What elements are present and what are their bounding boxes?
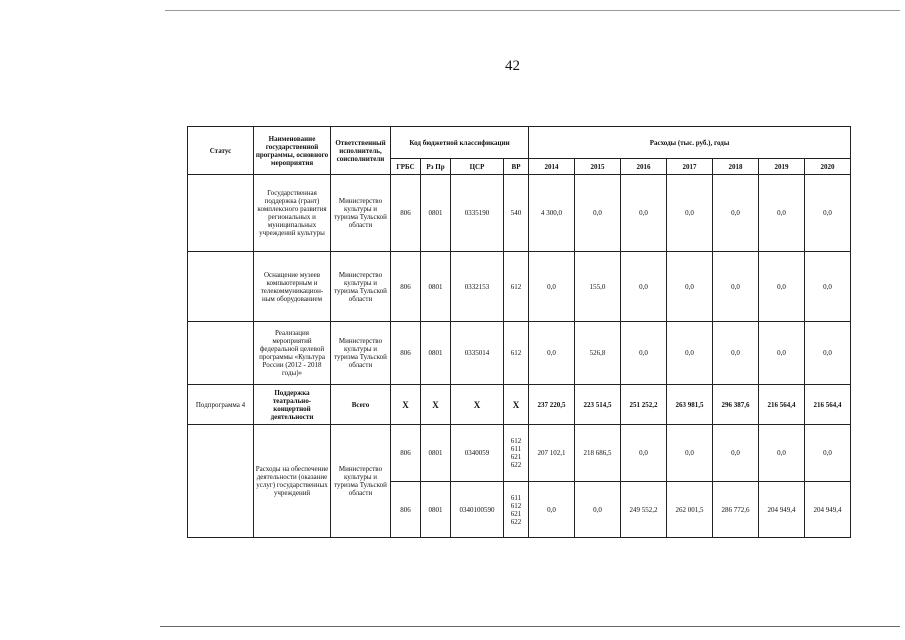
- value-2017: 262 001,5: [667, 482, 713, 538]
- value-2018: 0,0: [713, 175, 759, 252]
- value-2017: 0,0: [667, 425, 713, 482]
- csr-cell: 0340059: [451, 425, 504, 482]
- value-2018: 0,0: [713, 252, 759, 322]
- header-executor: Ответственный исполнитель, соисполнители: [331, 127, 391, 175]
- vr-code: 621: [510, 509, 522, 518]
- value-2018: 0,0: [713, 322, 759, 385]
- header-rzpr: Рз Пр: [421, 159, 451, 175]
- value-2020: 0,0: [805, 252, 851, 322]
- value-2014: 0,0: [529, 482, 575, 538]
- vr-cell: 540: [504, 175, 529, 252]
- value-2020: 0,0: [805, 175, 851, 252]
- value-2017: 0,0: [667, 252, 713, 322]
- value-2019: 0,0: [759, 322, 805, 385]
- rzpr-cell: 0801: [421, 322, 451, 385]
- value-2019: 0,0: [759, 175, 805, 252]
- value-2017: 0,0: [667, 175, 713, 252]
- value-2014: 0,0: [529, 322, 575, 385]
- value-2015: 155,0: [575, 252, 621, 322]
- value-2014: 237 220,5: [529, 385, 575, 425]
- header-year-2014: 2014: [529, 159, 575, 175]
- executor-cell: Всего: [331, 385, 391, 425]
- value-2014: 0,0: [529, 252, 575, 322]
- status-cell: [188, 322, 254, 385]
- vr-code: 622: [510, 517, 522, 526]
- status-cell: [188, 425, 254, 538]
- subprogram-row: [188, 385, 851, 425]
- value-2017: 0,0: [667, 322, 713, 385]
- vr-cell: Х: [504, 385, 529, 425]
- value-2018: 296 387,6: [713, 385, 759, 425]
- executor-cell: Министерство культуры и туризма Тульской области: [331, 252, 391, 322]
- name-cell: Поддержка театрально-концертной деятельности: [254, 385, 331, 425]
- table-row: [188, 175, 851, 252]
- top-rule: [165, 10, 900, 11]
- value-2016: 249 552,2: [621, 482, 667, 538]
- vr-cell: 612: [504, 322, 529, 385]
- value-2016: 0,0: [621, 175, 667, 252]
- header-year-2020: 2020: [805, 159, 851, 175]
- vr-cell: 612: [504, 252, 529, 322]
- csr-cell: 0340100590: [451, 482, 504, 538]
- table-row: [188, 425, 851, 482]
- value-2016: 0,0: [621, 322, 667, 385]
- header-code: Код бюджетной классификации: [391, 127, 529, 159]
- vr-code: 611: [510, 445, 522, 453]
- header-status: Статус: [188, 127, 254, 175]
- executor-cell: Министерство культуры и туризма Тульской области: [331, 425, 391, 538]
- value-2020: 216 564,4: [805, 385, 851, 425]
- value-2019: 0,0: [759, 252, 805, 322]
- csr-cell: 0335014: [451, 322, 504, 385]
- value-2015: 0,0: [575, 175, 621, 252]
- value-2017: 263 981,5: [667, 385, 713, 425]
- csr-cell: 0335190: [451, 175, 504, 252]
- value-2015: 526,8: [575, 322, 621, 385]
- status-cell: [188, 252, 254, 322]
- header-year-2016: 2016: [621, 159, 667, 175]
- value-2019: 0,0: [759, 425, 805, 482]
- header-year-2017: 2017: [667, 159, 713, 175]
- bottom-rule: [160, 626, 900, 627]
- value-2018: 286 772,6: [713, 482, 759, 538]
- value-2014: 4 300,0: [529, 175, 575, 252]
- name-cell: Государственная поддержка (грант) комплексного развития региональных и муниципальных учреждений культуры: [254, 175, 331, 252]
- vr-code: 612: [510, 437, 522, 445]
- name-cell: Оснащение музеев компьютерным и телекоммуникацион-ным оборудованием: [254, 252, 331, 322]
- value-2015: 0,0: [575, 482, 621, 538]
- value-2015: 223 514,5: [575, 385, 621, 425]
- executor-cell: Министерство культуры и туризма Тульской области: [331, 322, 391, 385]
- vr-code: 621: [510, 453, 522, 461]
- header-vr: ВР: [504, 159, 529, 175]
- value-2020: 0,0: [805, 322, 851, 385]
- header-expenses: Расходы (тыс. руб.), годы: [529, 127, 851, 159]
- grbs-cell: Х: [391, 385, 421, 425]
- header-grbs: ГРБС: [391, 159, 421, 175]
- grbs-cell: 806: [391, 482, 421, 538]
- vr-cell: [504, 425, 529, 482]
- status-cell: Подпрограмма 4: [188, 385, 254, 425]
- grbs-cell: 806: [391, 252, 421, 322]
- rzpr-cell: 0801: [421, 425, 451, 482]
- value-2020: 0,0: [805, 425, 851, 482]
- value-2018: 0,0: [713, 425, 759, 482]
- grbs-cell: 806: [391, 425, 421, 482]
- value-2016: 251 252,2: [621, 385, 667, 425]
- rzpr-cell: 0801: [421, 175, 451, 252]
- grbs-cell: 806: [391, 175, 421, 252]
- vr-cell: [504, 482, 529, 538]
- rzpr-cell: 0801: [421, 482, 451, 538]
- value-2016: 0,0: [621, 425, 667, 482]
- value-2015: 218 686,5: [575, 425, 621, 482]
- rzpr-cell: 0801: [421, 252, 451, 322]
- header-name: Наименование государственной программы, основного мероприятия: [254, 127, 331, 175]
- header-year-2018: 2018: [713, 159, 759, 175]
- csr-cell: Х: [451, 385, 504, 425]
- header-csr: ЦСР: [451, 159, 504, 175]
- status-cell: [188, 175, 254, 252]
- name-cell: Расходы на обеспечение деятельности (оказание услуг) государственных учреждений: [254, 425, 331, 538]
- page-number: 42: [505, 58, 520, 74]
- header-year-2019: 2019: [759, 159, 805, 175]
- vr-code: 611: [510, 493, 522, 502]
- csr-cell: 0332153: [451, 252, 504, 322]
- name-cell: Реализация мероприятий федеральной целевой программы «Культура России (2012 - 2018 годы)»: [254, 322, 331, 385]
- table-row: [188, 252, 851, 322]
- vr-code: 622: [510, 461, 522, 469]
- grbs-cell: 806: [391, 322, 421, 385]
- rzpr-cell: Х: [421, 385, 451, 425]
- value-2020: 204 949,4: [805, 482, 851, 538]
- value-2016: 0,0: [621, 252, 667, 322]
- value-2019: 204 949,4: [759, 482, 805, 538]
- value-2014: 207 102,1: [529, 425, 575, 482]
- header-year-2015: 2015: [575, 159, 621, 175]
- executor-cell: Министерство культуры и туризма Тульской области: [331, 175, 391, 252]
- value-2019: 216 564,4: [759, 385, 805, 425]
- vr-code: 612: [510, 501, 522, 510]
- table-row: [188, 322, 851, 385]
- budget-table: [187, 126, 851, 538]
